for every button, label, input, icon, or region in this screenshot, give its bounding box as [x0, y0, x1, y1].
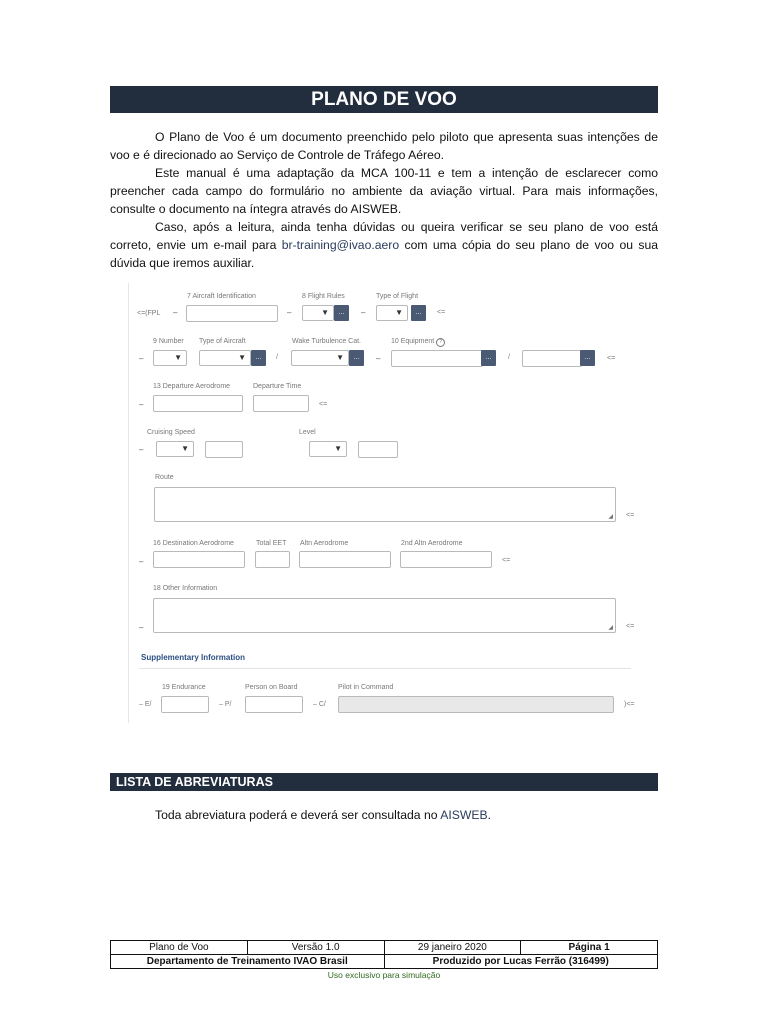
chevron-down-icon: ▼: [174, 353, 182, 362]
chevron-down-icon: ▼: [336, 353, 344, 362]
total-eet-label: Total EET: [256, 540, 287, 547]
destination-aerodrome-input[interactable]: [153, 551, 245, 568]
wake-turbulence-select[interactable]: [291, 350, 349, 366]
equipment-lookup-button[interactable]: ...: [481, 350, 496, 366]
resize-grip-icon[interactable]: ◢: [608, 625, 613, 631]
destination-label: 16 Destination Aerodrome: [153, 540, 234, 547]
abbreviation-period: .: [487, 808, 492, 822]
intro-text: [110, 128, 658, 272]
equipment-input[interactable]: [391, 350, 483, 367]
page-title: PLANO DE VOO: [110, 86, 658, 113]
e-prefix: – E/: [139, 701, 152, 708]
end-marker: )<=: [624, 701, 635, 708]
footer-page: Página 1: [521, 941, 658, 955]
contact-email-link[interactable]: br-training@ivao.aero: [281, 238, 400, 252]
dash: –: [139, 557, 144, 566]
end-marker: <=: [319, 401, 328, 408]
surveillance-input[interactable]: [522, 350, 582, 367]
level-label: Level: [299, 429, 316, 436]
supplementary-title: Supplementary Information: [141, 653, 246, 662]
footer-date: 29 janeiro 2020: [384, 941, 521, 955]
abbreviation-note: [155, 808, 491, 822]
surveillance-lookup-button[interactable]: ...: [580, 350, 595, 366]
slash: /: [508, 354, 510, 361]
departure-label: 13 Departure Aerodrome: [153, 383, 231, 390]
intro-paragraph-3: [110, 218, 658, 272]
endurance-label: 19 Endurance: [162, 684, 206, 691]
footer-table: [110, 940, 658, 969]
c-prefix: – C/: [313, 701, 326, 708]
persons-label: Person on Board: [245, 684, 298, 691]
altn2-aerodrome-input[interactable]: [400, 551, 492, 568]
resize-grip-icon[interactable]: ◢: [608, 514, 613, 520]
section-title-abbreviations: LISTA DE ABREVIATURAS: [110, 773, 658, 791]
end-marker: <=: [437, 309, 446, 316]
cruising-speed-label: Cruising Speed: [147, 429, 195, 436]
aircraft-type-select[interactable]: [199, 350, 251, 366]
cruising-speed-input[interactable]: [205, 441, 243, 458]
footer-row: [111, 941, 658, 955]
chevron-down-icon: ▼: [334, 444, 342, 453]
slash: /: [276, 354, 278, 361]
departure-time-input[interactable]: [253, 395, 309, 412]
footer-author: Produzido por Lucas Ferrão (316499): [384, 955, 658, 969]
number-select[interactable]: [153, 350, 187, 366]
footer-note: Uso exclusivo para simulação: [327, 970, 441, 980]
footer-doc-name: Plano de Voo: [111, 941, 248, 955]
flight-plan-form: [128, 283, 637, 723]
level-input[interactable]: [358, 441, 398, 458]
dash: –: [173, 308, 178, 317]
dash: –: [139, 445, 144, 454]
dash: –: [376, 354, 381, 363]
end-marker: <=: [607, 355, 616, 362]
chevron-down-icon: ▼: [238, 353, 246, 362]
type-of-flight-select[interactable]: [376, 305, 408, 321]
route-textarea[interactable]: [154, 487, 616, 522]
aircraft-type-lookup-button[interactable]: ...: [251, 350, 266, 366]
pilot-in-command-input: [338, 696, 614, 713]
end-marker: <=: [626, 512, 635, 519]
number-label: 9 Number: [153, 338, 184, 345]
dash: –: [139, 354, 144, 363]
footer-department: Departamento de Treinamento IVAO Brasil: [111, 955, 385, 969]
help-icon[interactable]: ?: [436, 338, 445, 347]
end-marker: <=: [626, 623, 635, 630]
type-of-aircraft-label: Type of Aircraft: [199, 338, 246, 345]
other-info-label: 18 Other Information: [153, 585, 218, 592]
level-unit-select[interactable]: [309, 441, 347, 457]
intro-p3-tail: com uma cópia do seu plano de voo ou sua dúvida que iremos auxiliar.: [110, 238, 659, 270]
pilot-label: Pilot in Command: [338, 684, 394, 691]
altn2-label: 2nd Altn Aerodrome: [401, 540, 463, 547]
departure-time-label: Departure Time: [253, 383, 302, 390]
end-marker: <=: [502, 557, 511, 564]
p-prefix: – P/: [219, 701, 232, 708]
dash: –: [361, 308, 366, 317]
wake-turbulence-label: Wake Turbulence Cat.: [292, 338, 361, 345]
type-of-flight-lookup-button[interactable]: ...: [411, 305, 426, 321]
flight-rules-lookup-button[interactable]: ...: [334, 305, 349, 321]
chevron-down-icon: ▼: [321, 308, 329, 317]
other-info-textarea[interactable]: [153, 598, 616, 633]
altn-label: Altn Aerodrome: [300, 540, 349, 547]
dash: –: [139, 400, 144, 409]
divider: [139, 668, 631, 669]
flight-rules-select[interactable]: [302, 305, 334, 321]
aircraft-id-input[interactable]: [186, 305, 278, 322]
departure-aerodrome-input[interactable]: [153, 395, 243, 412]
aisweb-link[interactable]: AISWEB: [440, 808, 488, 822]
aircraft-id-label: 7 Aircraft Identification: [187, 293, 256, 300]
altn-aerodrome-input[interactable]: [299, 551, 391, 568]
abbreviation-text: Toda abreviatura poderá e deverá ser consultada no: [155, 808, 441, 822]
route-label: Route: [155, 474, 174, 481]
type-of-flight-label: Type of Flight: [376, 293, 419, 300]
flight-rules-label: 8 Flight Rules: [302, 293, 345, 300]
dash: –: [139, 623, 144, 632]
intro-paragraph-2: Este manual é uma adaptação da MCA 100-11 e tem a intenção de esclarecer como preencher cada campo do formulário no ambiente da aviação virtual. Para mais informações, consulte o documento na íntegra através do AISWEB.: [110, 166, 658, 216]
equipment-label-text: 10 Equipment: [391, 338, 435, 345]
chevron-down-icon: ▼: [181, 444, 189, 453]
persons-on-board-input[interactable]: [245, 696, 303, 713]
intro-p3-text: Caso, após a leitura, ainda tenha dúvidas ou queira verificar se seu plano de voo está correto, envie um e-mail para: [110, 220, 658, 252]
equipment-label: [391, 338, 445, 347]
total-eet-input[interactable]: [255, 551, 290, 568]
chevron-down-icon: ▼: [395, 308, 403, 317]
endurance-input[interactable]: [161, 696, 209, 713]
fpl-prefix: <=(FPL: [137, 310, 161, 317]
footer-version: Versão 1.0: [247, 941, 384, 955]
wake-turbulence-lookup-button[interactable]: ...: [349, 350, 364, 366]
footer-row: [111, 955, 658, 969]
intro-paragraph-1: O Plano de Voo é um documento preenchido pelo piloto que apresenta suas intenções de voo e é direcionado ao Serviço de Controle de Tráfego Aéreo.: [110, 130, 658, 162]
speed-unit-select[interactable]: [156, 441, 194, 457]
dash: –: [287, 308, 292, 317]
